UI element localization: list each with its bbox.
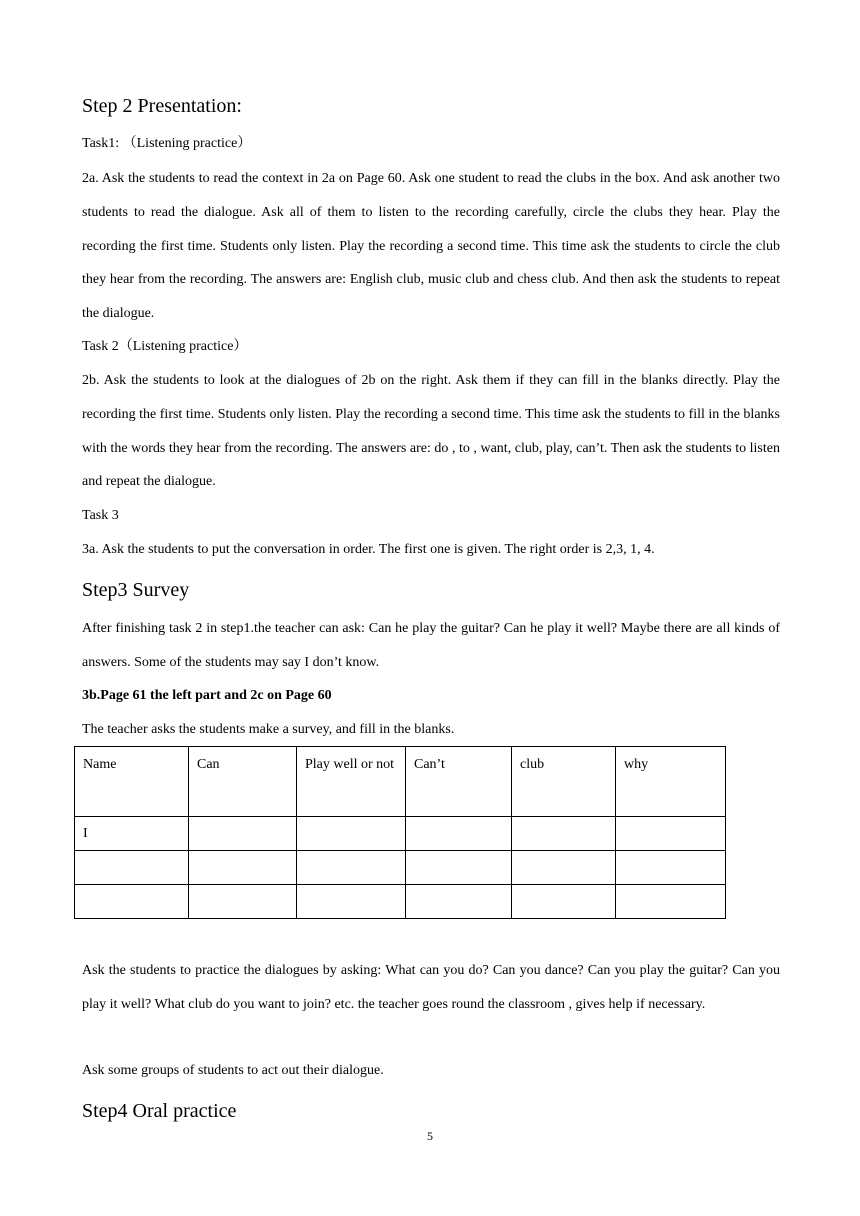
table-cell[interactable]: [512, 851, 616, 885]
table-row: [75, 851, 726, 885]
table-header-cell: why: [616, 747, 726, 817]
table-cell[interactable]: [189, 885, 297, 919]
step3-heading: Step3 Survey: [82, 579, 190, 601]
step3-subheading: 3b.Page 61 the left part and 2c on Page 60: [82, 688, 332, 703]
paragraph-3a: 3a. Ask the students to put the conversation in order. The first one is given. The right order is 2,3, 1, 4.: [82, 542, 655, 557]
step3-intro-paragraph: After finishing task 2 in step1.the teacher can ask: Can he play the guitar? Can he play it well? Maybe there are all kinds of answers. Some of the students may say I don’t know.: [82, 621, 780, 670]
table-cell[interactable]: [616, 851, 726, 885]
table-header-cell: Can: [189, 747, 297, 817]
table-row: [75, 817, 726, 851]
practice-paragraph: Ask the students to practice the dialogues by asking: What can you do? Can you dance? Can you play the guitar? Can you play it well? What club do you want to join? etc. the teacher goes round the classroom , gives help if necessary.: [82, 963, 780, 1012]
step4-heading: Step4 Oral practice: [82, 1100, 237, 1122]
table-cell[interactable]: [75, 851, 189, 885]
table-cell[interactable]: [189, 851, 297, 885]
table-cell[interactable]: [406, 851, 512, 885]
table-row: [75, 885, 726, 919]
page-number: 5: [427, 1129, 433, 1143]
table-cell[interactable]: [189, 817, 297, 851]
task3-label: Task 3: [82, 508, 119, 523]
act-out-paragraph: Ask some groups of students to act out their dialogue.: [82, 1063, 384, 1078]
step2-heading: Step 2 Presentation:: [82, 95, 242, 117]
survey-instruction: The teacher asks the students make a survey, and fill in the blanks.: [82, 722, 455, 737]
table-cell[interactable]: [75, 885, 189, 919]
task2-label: Task 2（Listening practice）: [82, 339, 248, 354]
task1-label: Task1: （Listening practice）: [82, 136, 252, 151]
survey-table: [74, 746, 726, 919]
table-header-cell: club: [512, 747, 616, 817]
paragraph-2b: 2b. Ask the students to look at the dialogues of 2b on the right. Ask them if they can fill in the blanks directly. Play the recording the first time. Students only listen. Play the recording a second time. This time ask the students to fill in the blanks with the words they hear from the recording. The answers are: do , to , want, club, play, can’t. Then ask the students to listen and repeat the dialogue.: [82, 373, 780, 490]
table-cell[interactable]: [616, 885, 726, 919]
table-cell[interactable]: [616, 817, 726, 851]
table-cell[interactable]: [297, 817, 406, 851]
paragraph-2a: 2a. Ask the students to read the context in 2a on Page 60. Ask one student to read the clubs in the box. And ask another two students to read the dialogue. Ask all of them to listen to the recording carefully, circle the clubs they hear. Play the recording the first time. Students only listen. Play the recording a second time. This time ask the students to circle the club they hear from the recording. The answers are: English club, music club and chess club. And then ask the students to repeat the dialogue.: [82, 171, 780, 322]
table-header-cell: Play well or not: [297, 747, 406, 817]
table-header-cell: Name: [75, 747, 189, 817]
table-cell[interactable]: [512, 885, 616, 919]
table-cell[interactable]: [297, 885, 406, 919]
table-header-cell: Can’t: [406, 747, 512, 817]
table-cell[interactable]: I: [75, 817, 189, 851]
table-cell[interactable]: [297, 851, 406, 885]
table-cell[interactable]: [406, 817, 512, 851]
table-cell[interactable]: [406, 885, 512, 919]
table-header-row: [75, 747, 726, 817]
table-cell[interactable]: [512, 817, 616, 851]
